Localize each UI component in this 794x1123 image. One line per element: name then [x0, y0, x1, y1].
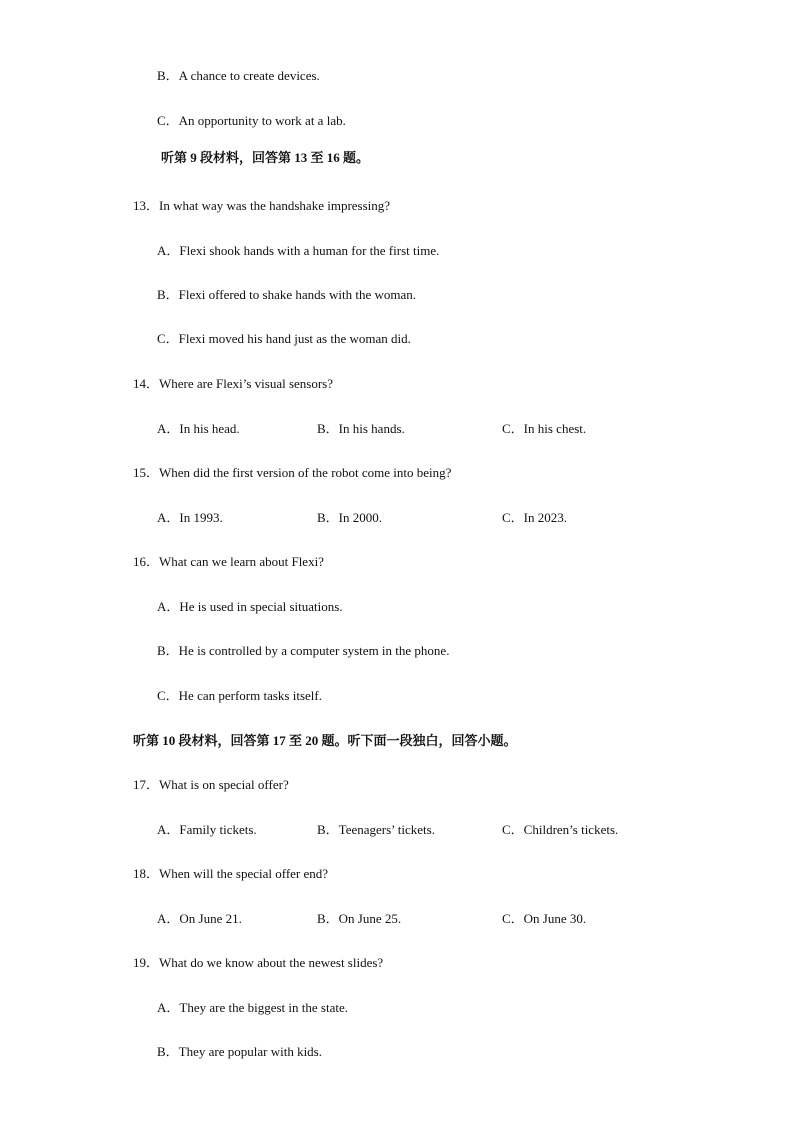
question-19-option-b: B．They are popular with kids.: [157, 1044, 322, 1059]
question-18: 18．When will the special offer end?: [133, 866, 329, 881]
question-18-option-b: B．On June 25.: [317, 911, 402, 926]
question-14-option-c: C．In his chest.: [502, 421, 587, 436]
question-17-option-b: B．Teenagers’ tickets.: [317, 822, 435, 837]
option-b-create-devices: B．A chance to create devices.: [157, 68, 320, 83]
question-16-option-a: A．He is used in special situations.: [157, 599, 343, 614]
question-17-option-a: A．Family tickets.: [157, 822, 257, 837]
question-19: 19．What do we know about the newest slides?: [133, 955, 384, 970]
question-14-option-a: A．In his head.: [157, 421, 240, 436]
option-c-work-at-lab: C．An opportunity to work at a lab.: [157, 113, 346, 128]
question-15-option-b: B．In 2000.: [317, 510, 383, 525]
question-17-option-c: C．Children’s tickets.: [502, 822, 619, 837]
question-16-option-c: C．He can perform tasks itself.: [157, 688, 322, 703]
question-18-option-a: A．On June 21.: [157, 911, 242, 926]
question-15: 15．When did the first version of the robot come into being?: [133, 465, 452, 480]
question-13: 13．In what way was the handshake impressing?: [133, 198, 391, 213]
question-13-option-c: C．Flexi moved his hand just as the woman did.: [157, 331, 411, 346]
section-heading-10: 听第 10 段材料，回答第 17 至 20 题。听下面一段独白，回答小题。: [133, 733, 517, 748]
question-16: 16．What can we learn about Flexi?: [133, 554, 324, 569]
section-heading-9: 听第 9 段材料，回答第 13 至 16 题。: [161, 150, 370, 165]
question-13-option-a: A．Flexi shook hands with a human for the first time.: [157, 243, 440, 258]
question-17: 17．What is on special offer?: [133, 777, 289, 792]
question-14: 14．Where are Flexi’s visual sensors?: [133, 376, 334, 391]
question-15-option-c: C．In 2023.: [502, 510, 568, 525]
question-19-option-a: A．They are the biggest in the state.: [157, 1000, 348, 1015]
question-15-option-a: A．In 1993.: [157, 510, 223, 525]
question-16-option-b: B．He is controlled by a computer system in the phone.: [157, 643, 450, 658]
question-18-option-c: C．On June 30.: [502, 911, 587, 926]
question-13-option-b: B．Flexi offered to shake hands with the woman.: [157, 287, 416, 302]
question-14-option-b: B．In his hands.: [317, 421, 405, 436]
